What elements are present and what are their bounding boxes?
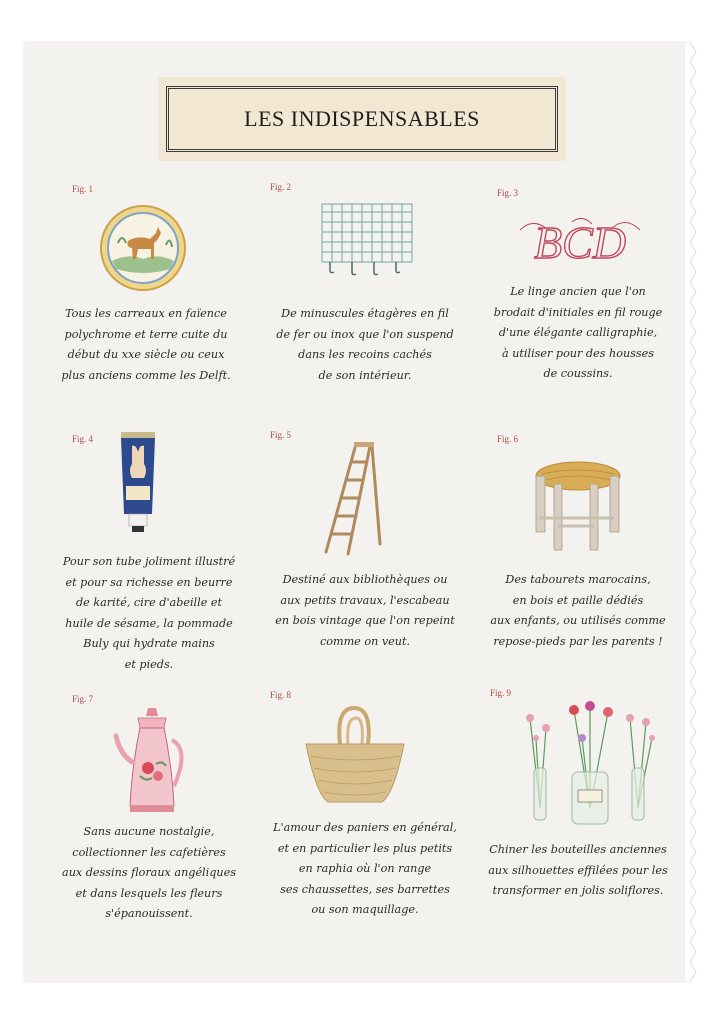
- caption-2: De minuscules étagères en fil de fer ou inox que l'on suspend dans les recoins cachés de son intérieur.: [276, 307, 454, 382]
- ointment-tube-icon: [116, 430, 160, 534]
- title-frame: [166, 86, 558, 152]
- fig-label-3: Fig. 3: [497, 188, 519, 198]
- caption-5: Destiné aux bibliothèques ou aux petits travaux, l'escabeau en bois vintage que l'on repeint comme on veut.: [275, 573, 455, 648]
- fig-label-4: Fig. 4: [72, 434, 94, 444]
- bottle-vases-flowers-icon: [510, 698, 670, 828]
- caption-4: Pour son tube joliment illustré et pour sa richesse en beurre de karité, cire d'abeille et huile de sésame, la pommade Buly qui hydrate mains et pieds.: [62, 555, 236, 671]
- caption-7: Sans aucune nostalgie, collectionner les cafetières aux dessins floraux angéliques et dans lesquels les fleurs s'épanouissent.: [62, 825, 236, 920]
- caption-3: Le linge ancien que l'on brodait d'initiales en fil rouge d'une élégante calligraphie, à utiliser pour des housses de coussins.: [493, 285, 663, 380]
- title-banner: [158, 77, 566, 161]
- fig-label-5: Fig. 5: [270, 430, 292, 440]
- svg-text:BCD: BCD: [534, 217, 626, 268]
- caption-1: Tous les carreaux en faïence polychrome et terre cuite du début du xxe siècle ou ceux plus anciens comme les Delft.: [61, 307, 231, 382]
- fig-label-9: Fig. 9: [490, 688, 512, 698]
- wire-shelf-icon: [318, 200, 418, 280]
- embroidered-initials-icon: [512, 210, 648, 274]
- straw-basket-icon: [302, 704, 408, 808]
- straw-stool-icon: [528, 456, 628, 556]
- wooden-stepladder-icon: [318, 440, 388, 560]
- fig-label-6: Fig. 6: [497, 434, 519, 444]
- faience-tile-deer-icon: [98, 203, 188, 293]
- caption-6: Des tabourets marocains, en bois et paille dédiés aux enfants, ou utilisés comme repose-pieds par les parents !: [490, 573, 666, 648]
- page-title: LES INDISPENSABLES: [244, 106, 480, 131]
- caption-8: L'amour des paniers en général, et en particulier les plus petits en raphia où l'on range ses chaussettes, ses barrettes ou son maquillage.: [273, 821, 457, 916]
- fig-label-2: Fig. 2: [270, 182, 292, 192]
- caption-9: Chiner les bouteilles anciennes aux silhouettes effilées pour les transformer en jolis soliflores.: [488, 843, 668, 897]
- torn-edge: [684, 42, 700, 982]
- fig-label-8: Fig. 8: [270, 690, 292, 700]
- enamel-coffee-pot-icon: [112, 706, 192, 822]
- fig-label-1: Fig. 1: [72, 184, 94, 194]
- fig-label-7: Fig. 7: [72, 694, 94, 704]
